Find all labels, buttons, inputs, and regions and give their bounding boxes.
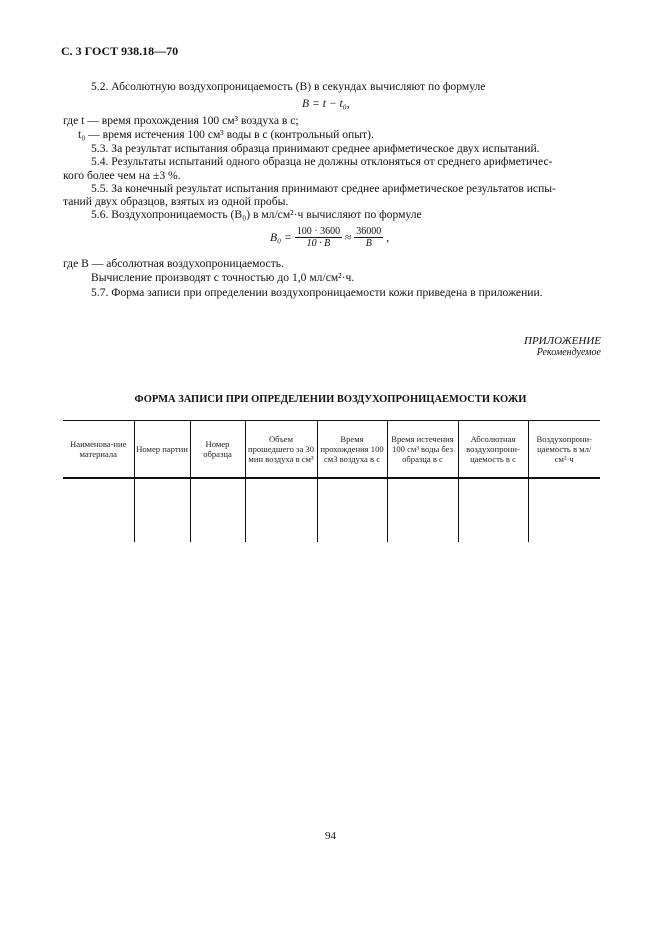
where-b: где B — абсолютная воздухопроницаемость. (63, 257, 284, 270)
col-header-air-time: Время прохождения 100 см3 воздуха в с (317, 421, 387, 479)
col-header-air-volume: Объем прошедшего за 30 мин воздуха в см³ (245, 421, 317, 479)
table-cell[interactable] (317, 478, 387, 542)
col-header-permeability: Воздухопрони-цаемость в мл/см²·ч (528, 421, 600, 479)
formula-absolute: B = t − t₀, (302, 97, 350, 110)
appendix-label: ПРИЛОЖЕНИЕ (524, 335, 601, 347)
formula2-lhs: B₀ = (270, 231, 292, 244)
fraction-1-denominator: 10 · B (306, 238, 331, 249)
where-t0: t₀ — время истечения 100 см³ воды в с (контрольный опыт). (78, 128, 374, 141)
fraction-1-numerator: 100 · 3600 (296, 226, 341, 237)
paragraph-5-5-line2: таний двух образцов, взятых из одной пробы. (63, 195, 289, 208)
where-t: где t — время прохождения 100 см³ воздуха в с; (63, 114, 299, 127)
table-row (63, 478, 600, 542)
paragraph-5-3: 5.3. За результат испытания образца принимают среднее арифметическое двух испытаний. (91, 142, 540, 155)
table-cell[interactable] (387, 478, 458, 542)
table-header-row (63, 421, 600, 479)
paragraph-5-6: 5.6. Воздухопроницаемость (B₀) в мл/см²·ч вычисляют по формуле (91, 208, 422, 221)
paragraph-5-4-line2: кого более чем на ±3 %. (63, 169, 181, 182)
paragraph-5-5-line1: 5.5. За конечный результат испытания принимают среднее арифметическое результатов испы- (91, 182, 556, 195)
table-cell[interactable] (245, 478, 317, 542)
table-cell[interactable] (190, 478, 245, 542)
col-header-water-time: Время истечения 100 см³ воды без образца в с (387, 421, 458, 479)
paragraph-5-4-line1: 5.4. Результаты испытаний одного образца не должны отклоняться от среднего арифметичес- (91, 155, 553, 168)
paragraph-5-2: 5.2. Абсолютную воздухопроницаемость (B) в секундах вычисляют по формуле (91, 80, 486, 93)
formula2-tail: , (386, 231, 390, 244)
appendix-sublabel: Рекомендуемое (536, 347, 601, 358)
col-header-batch: Номер партии (134, 421, 190, 479)
col-header-material: Наименова-ние материала (63, 421, 134, 479)
fraction-1 (295, 226, 342, 249)
fraction-2-numerator: 36000 (356, 226, 382, 237)
page-number: 94 (325, 830, 336, 842)
table-cell[interactable] (528, 478, 600, 542)
table-cell[interactable] (63, 478, 134, 542)
formula2-approx: ≈ (345, 231, 352, 244)
fraction-2 (354, 226, 383, 249)
record-form-table (63, 420, 600, 542)
col-header-sample: Номер образца (190, 421, 245, 479)
fraction-2-denominator: B (365, 238, 372, 249)
document-header: С. 3 ГОСТ 938.18—70 (61, 44, 179, 58)
appendix-title: ФОРМА ЗАПИСИ ПРИ ОПРЕДЕЛЕНИИ ВОЗДУХОПРОНИЦАЕМОСТИ КОЖИ (134, 394, 527, 405)
accuracy-note: Вычисление производят с точностью до 1,0 мл/см²·ч. (91, 271, 355, 284)
formula-air-permeability (270, 226, 389, 249)
paragraph-5-7: 5.7. Форма записи при определении воздухопроницаемости кожи приведена в приложении. (91, 286, 543, 299)
table-cell[interactable] (458, 478, 528, 542)
col-header-absolute-permeability: Абсолютная воздухопрони-цаемость в с (458, 421, 528, 479)
appendix-label-block (524, 335, 601, 359)
table-cell[interactable] (134, 478, 190, 542)
